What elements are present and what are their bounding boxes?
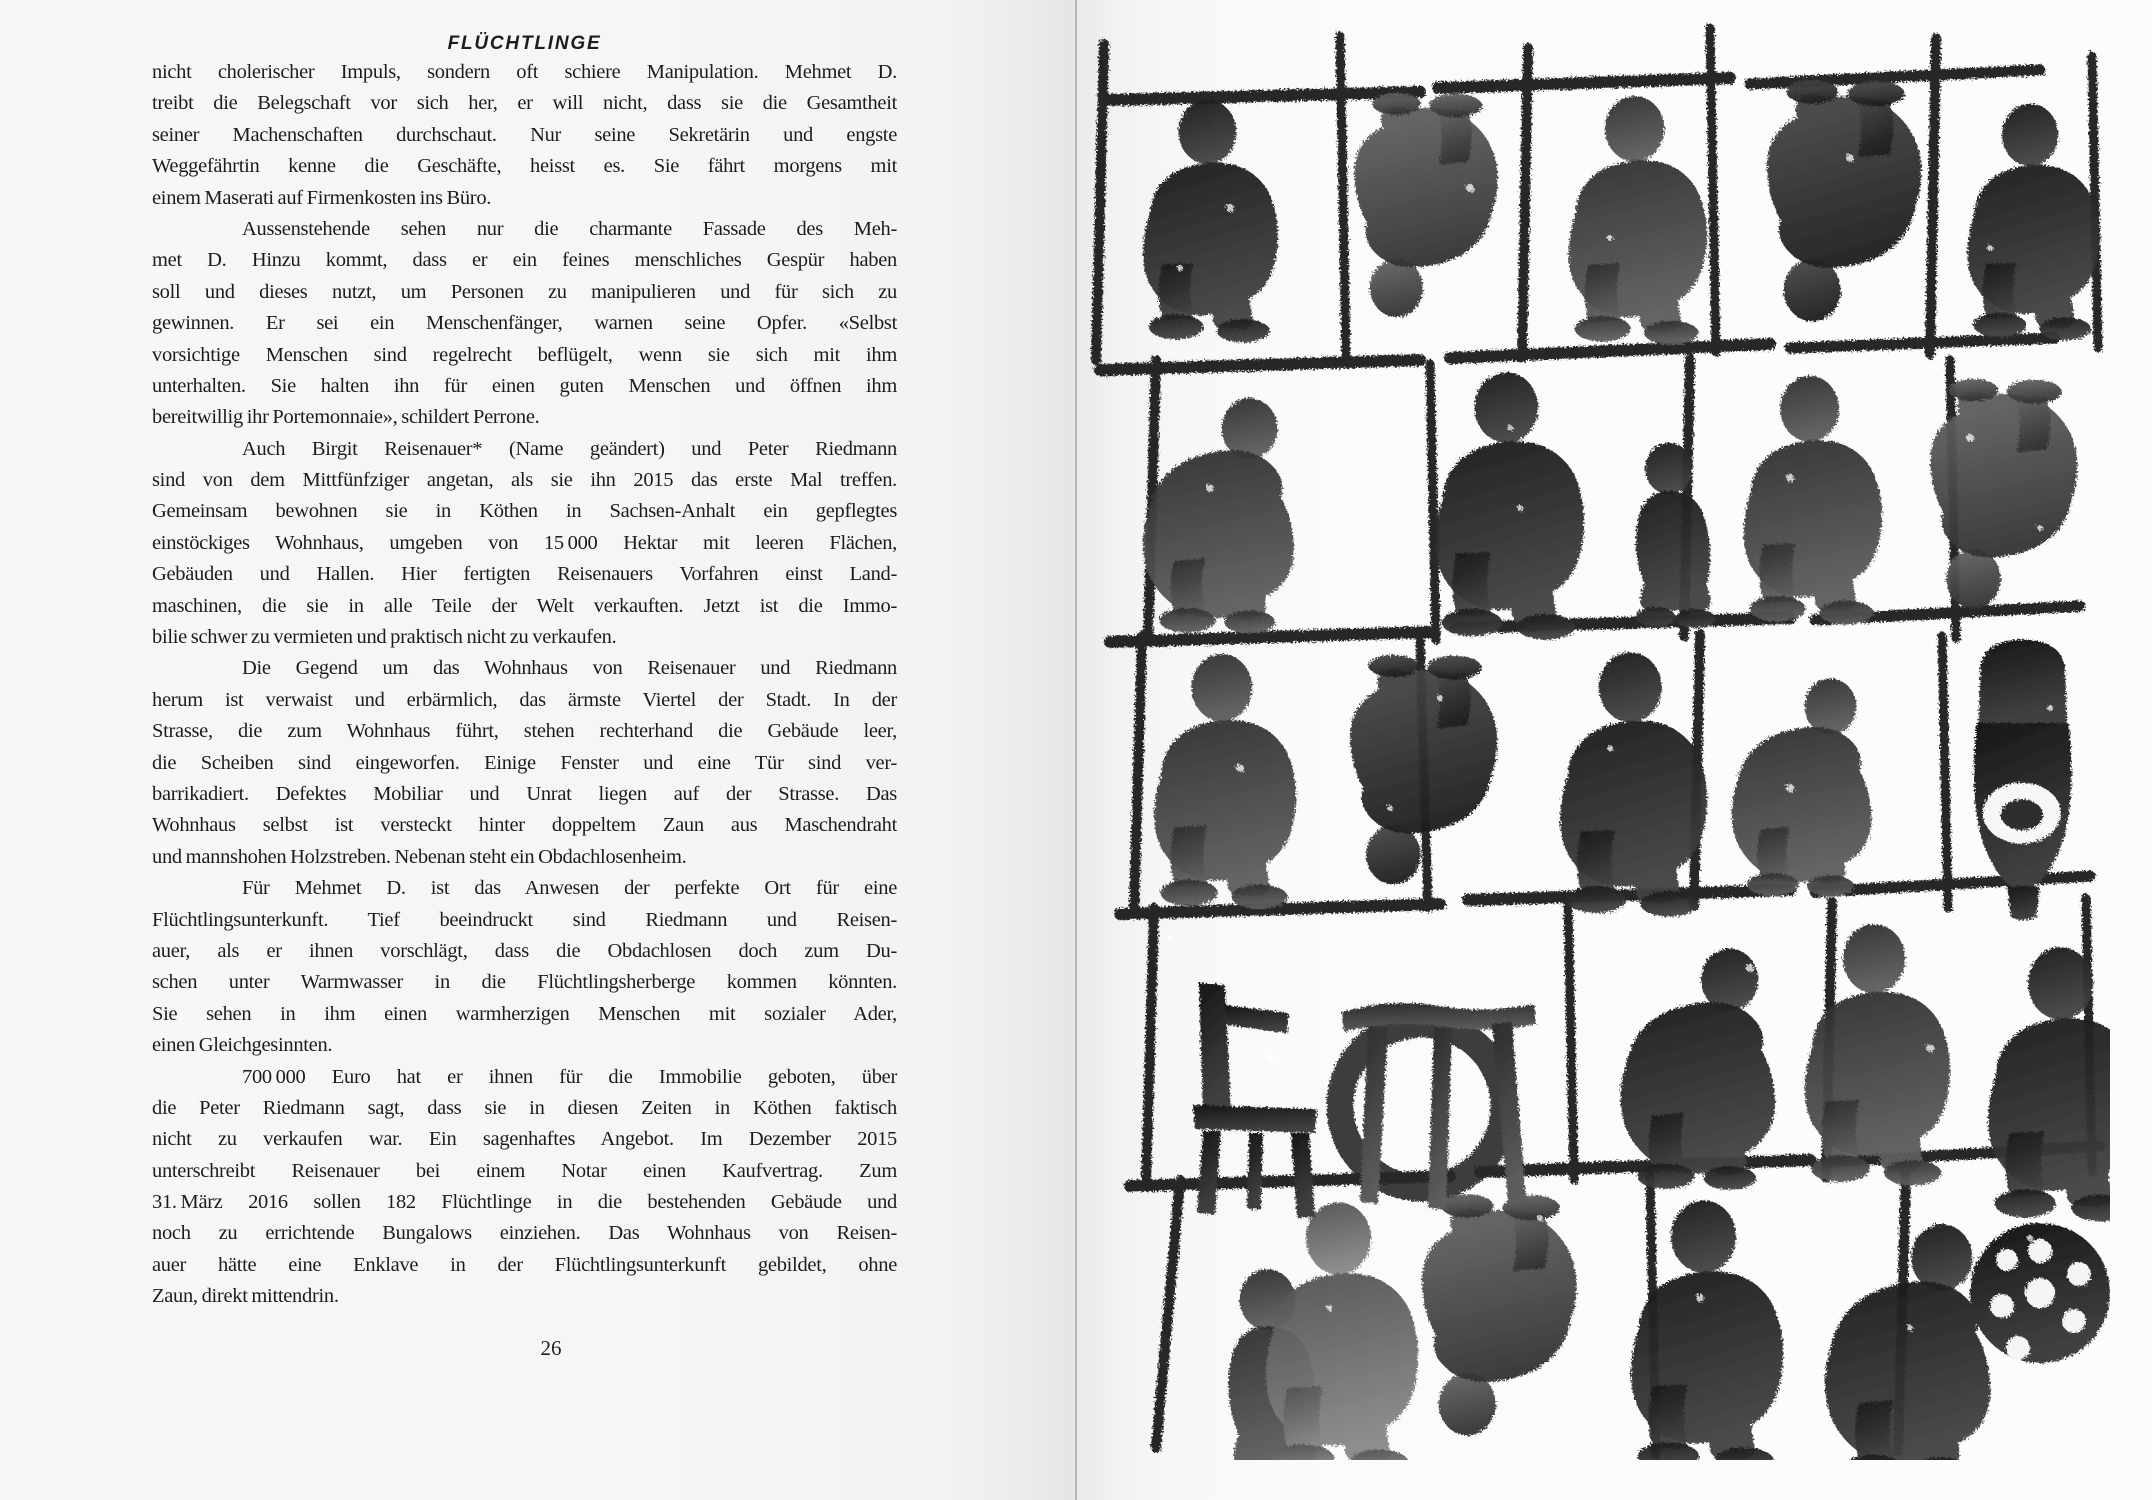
text-line: maschinen, die sie in alle Teile der Welt verkauften. Jetzt ist die Immo- <box>152 594 897 617</box>
text-line: treibt die Belegschaft vor sich her, er will nicht, dass sie die Gesamtheit <box>152 92 897 115</box>
text-line: unterschreibt Reisenauer bei einem Notar einen Kaufvertrag. Zum <box>152 1159 897 1182</box>
text-line: einstöckiges Wohnhaus, umgeben von 15 000 Hektar mit leeren Flächen, <box>152 531 897 554</box>
text-line: Gemeinsam bewohnen sie in Köthen in Sachsen-Anhalt ein gepflegtes <box>152 500 897 523</box>
stool <box>1342 1003 1536 1210</box>
text-line: nicht zu verkaufen war. Ein sagenhaftes Angebot. Im Dezember 2015 <box>152 1128 897 1151</box>
monoprint-illustration <box>1090 8 2110 1460</box>
text-line: einen Gleichgesinnten. <box>152 1034 333 1057</box>
child-figure <box>1636 443 1716 628</box>
text-line: sind von dem Mittfünfziger angetan, als sie ihn 2015 das erste Mal treffen. <box>152 469 897 492</box>
body-text <box>152 57 897 1313</box>
text-line: 31. März 2016 sollen 182 Flüchtlinge in die bestehenden Gebäude und <box>152 1191 897 1214</box>
text-line: bereitwillig ihr Portemonnaie», schildert Perrone. <box>152 406 540 429</box>
text-line: Flüchtlingsunterkunft. Tief beeindruckt sind Riedmann und Reisen- <box>152 908 897 931</box>
text-line: Auch Birgit Reisenauer* (Name geändert) und Peter Riedmann <box>242 437 897 460</box>
text-line: Strasse, die zum Wohnhaus führt, stehen rechterhand die Gebäude leer, <box>152 720 897 743</box>
text-line: Gebäuden und Hallen. Hier fertigten Reisenauers Vorfahren einst Land- <box>152 563 897 586</box>
figures <box>1143 80 2110 1460</box>
text-line: die Peter Riedmann sagt, dass sie in diesen Zeiten in Köthen faktisch <box>152 1096 897 1119</box>
page-right <box>1077 0 2152 1500</box>
text-line: Die Gegend um das Wohnhaus von Reisenauer und Riedmann <box>242 657 897 680</box>
text-line: Für Mehmet D. ist das Anwesen der perfekte Ort für eine <box>242 877 897 900</box>
text-line: Wohnhaus selbst ist versteckt hinter doppeltem Zaun aus Maschendraht <box>152 814 897 837</box>
text-line: und mannshohen Holzstreben. Nebenan steht ein Obdachlosenheim. <box>152 845 687 868</box>
page-left <box>0 0 1075 1500</box>
chair <box>1193 983 1317 1218</box>
text-line: Zaun, direkt mittendrin. <box>152 1285 339 1308</box>
text-line: met D. Hinzu kommt, dass er ein feines menschliches Gespür haben <box>152 249 897 272</box>
text-line: einem Maserati auf Firmenkosten ins Büro. <box>152 186 492 209</box>
text-line: bilie schwer zu vermieten und praktisch nicht zu verkaufen. <box>152 626 617 649</box>
text-line: Aussenstehende sehen nur die charmante Fassade des Meh- <box>242 217 897 240</box>
page-number: 26 <box>540 1336 562 1360</box>
text-line: Weggefährtin kenne die Geschäfte, heisst es. Sie fährt morgens mit <box>152 155 897 178</box>
text-line: schen unter Warmwasser in die Flüchtlingsherberge kommen könnten. <box>152 971 897 994</box>
perforated-ball <box>1970 1223 2110 1363</box>
text-line: barrikadiert. Defektes Mobiliar und Unrat liegen auf der Strasse. Das <box>152 782 897 805</box>
text-line: soll und dieses nutzt, um Personen zu manipulieren und für sich zu <box>152 280 897 303</box>
text-line: vorsichtige Menschen sind regelrecht beflügelt, wenn sie sich mit ihm <box>152 343 897 366</box>
text-line: 700 000 Euro hat er ihnen für die Immobilie geboten, über <box>242 1065 897 1088</box>
text-line: Sie sehen in ihm einen warmherzigen Menschen mit sozialer Ader, <box>152 1002 897 1025</box>
text-line: gewinnen. Er sei ein Menschenfänger, warnen seine Opfer. «Selbst <box>152 312 897 335</box>
text-line: seiner Machenschaften durchschaut. Nur seine Sekretärin und engste <box>152 123 897 146</box>
text-line: die Scheiben sind eingeworfen. Einige Fenster und eine Tür sind ver- <box>152 751 897 774</box>
text-line: unterhalten. Sie halten ihn für einen guten Menschen und öffnen ihm <box>152 374 897 397</box>
text-line: auer hätte eine Enklave in der Flüchtlingsunterkunft gebildet, ohne <box>152 1253 897 1276</box>
text-line: nicht cholerischer Impuls, sondern oft schiere Manipulation. Mehmet D. <box>152 61 897 83</box>
text-line: herum ist verwaist und erbärmlich, das ärmste Viertel der Stadt. In der <box>152 688 897 711</box>
text-line: auer, als er ihnen vorschlägt, dass die Obdachlosen doch zum Du- <box>152 939 897 962</box>
text-line: noch zu errichtende Bungalows einziehen. Das Wohnhaus von Reisen- <box>152 1222 897 1245</box>
running-head: FLÜCHTLINGE <box>447 33 602 54</box>
